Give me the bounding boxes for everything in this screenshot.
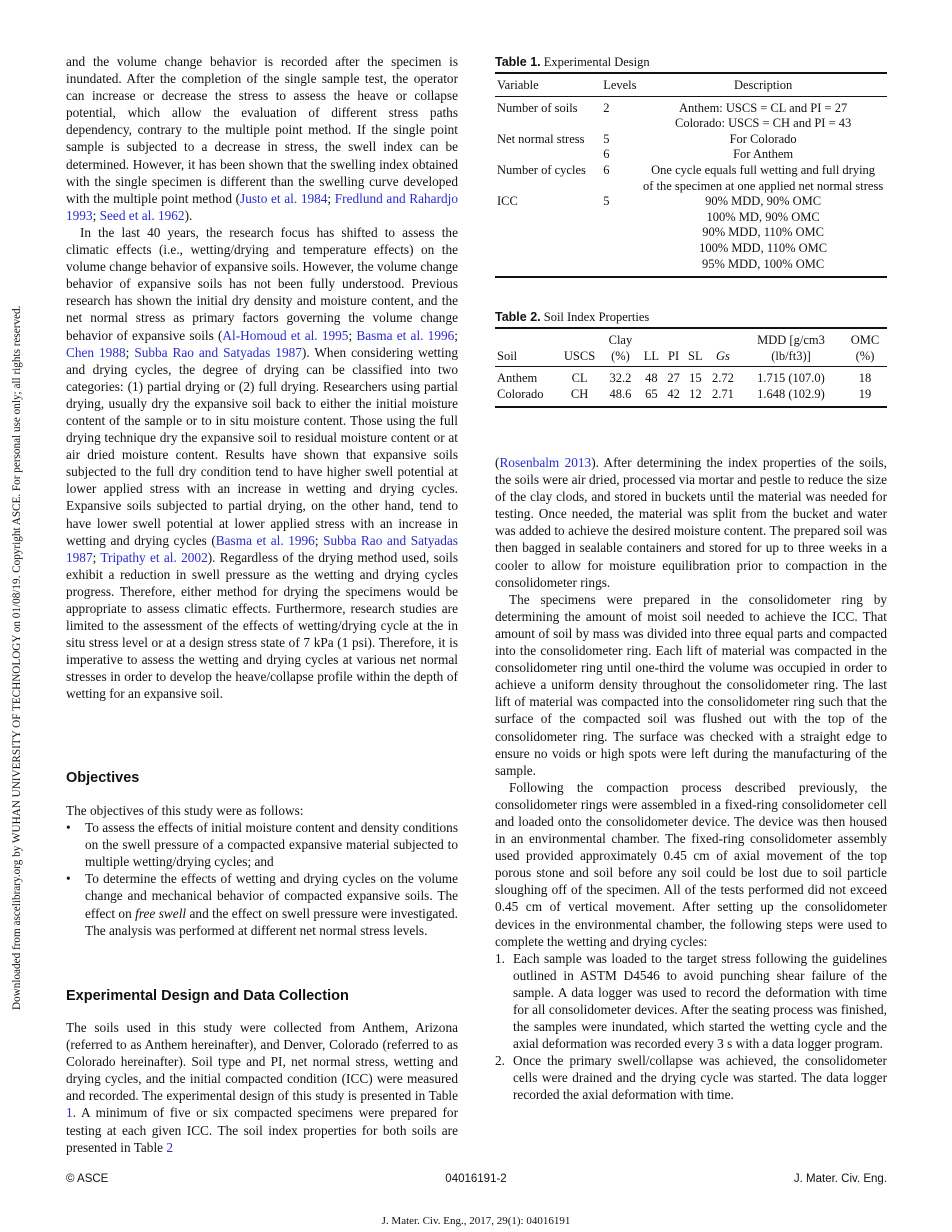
table2-title: Soil Index Properties: [543, 310, 650, 324]
table-soil-index-properties: [495, 327, 887, 408]
table-cell: 1.648 (102.9): [757, 386, 825, 401]
table-cell: [589, 210, 639, 226]
table-cell: [589, 179, 639, 195]
column-header: Gs: [707, 328, 739, 367]
table-cell: Number of soils: [497, 100, 578, 115]
table-cell: 48.6: [609, 386, 632, 401]
text-segment: ;: [327, 190, 335, 206]
list-item: [495, 950, 887, 1053]
table-cell: 32.2: [609, 371, 632, 386]
table-cell: 12: [689, 386, 702, 401]
table-cell: Colorado: USCS = CH and PI = 43: [674, 116, 852, 131]
table-cell: [495, 179, 589, 195]
footer-copyright: © ASCE: [66, 1173, 109, 1185]
table-row: [495, 225, 887, 241]
table-row: [495, 387, 887, 408]
table-row: [495, 257, 887, 278]
text-segment: ;: [125, 344, 135, 360]
table-cell: [589, 241, 639, 257]
column-header: Variable: [495, 73, 589, 96]
text-segment: ;: [454, 327, 458, 343]
table-cell: One cycle equals full wetting and full drying: [651, 162, 876, 177]
table-cell: CL: [571, 371, 588, 386]
section-heading-design: Experimental Design and Data Collection: [66, 988, 349, 1004]
step-text: Each sample was loaded to the target stress following the guidelines outlined in ASTM D4546 to avoid punching shear failure of the sample. A data logger was used to record the deformation with time for all consolidometer devices. After the seating process was finished, the samples were inundated, which started the wetting cycle and the axial deformation was recorded every 3 s with a data logger program.: [513, 950, 887, 1052]
column-header: SL: [684, 328, 707, 367]
step-text: Once the primary swell/collapse was achieved, the consolidometer cells were drained and the drying cycle was started. The data logger recorded the axial deformation with time.: [513, 1053, 887, 1103]
citation-link[interactable]: Chen 1988: [66, 344, 126, 360]
table-cell: 2.71: [711, 386, 734, 401]
download-notice: Downloaded from ascelibrary.org by WUHAN UNIVERSITY OF TECHNOLOGY on 01/08/19. Copyright ASCE. For personal use only; all rights reserved.: [11, 305, 23, 1010]
table2-caption: [495, 310, 649, 325]
table-cell: Number of cycles: [497, 162, 586, 177]
table-cell: [495, 116, 589, 132]
table-cell: [589, 225, 639, 241]
footer-journal: J. Mater. Civ. Eng.: [793, 1173, 887, 1185]
table-row: [495, 194, 887, 210]
text-segment: The soils used in this study were collected from Anthem, Arizona (referred to as Anthem hereinafter), and Denver, Colorado (referred to as Colorado hereinafter). Soil type and PI, net normal stress, wetting and drying cycles, and the initial compacted condition (ICC) were measured and recorded. The experimental design of this study is presented in Table: [66, 1020, 458, 1104]
table-cell: 6: [603, 162, 610, 177]
table-cell: [495, 147, 589, 163]
text-segment: ;: [92, 549, 101, 565]
table-row: [495, 367, 887, 387]
table-cell: Anthem: [497, 371, 538, 386]
column-header: Description: [639, 73, 887, 96]
table-row: [495, 163, 887, 179]
table-cell: 27: [667, 371, 680, 386]
text-segment: ). Regardless of the drying method used, soils exhibit a reduction in swell pressure as the wetting and drying cycles progress. Therefore, either method for drying the specimens would be appropriate to assess climatic effects. Furthermore, research studies are limited to the assessment of the effects of wetting/drying cycle at the in situ stress level or at a design stress state of 7 kPa (1 psi). Therefore, it is imperative to assess the wetting and drying cycles at various net normal stresses in order to develop the heave/collapse profile within the depth of wetting for an expansive soil.: [66, 549, 458, 702]
table-cell: 100% MDD, 110% OMC: [699, 240, 828, 255]
paragraph: Following the compaction process described previously, the consolidometer rings were assembled in a fixed-ring consolidometer cell and loaded onto the consolidometer device. The device was then housed in an environmental chamber. The fixed-ring consolidometer assembly used provided approximately 0.45 cm of axial movement of the top porous stone and soil before any soil could be lost due to soil particle sloughing off of the specimen. All of the tests performed did not exceed 0.45 cm of vertical movement. After setting up the consolidometer devices in the environmental chamber, the following steps were used to complete the wetting and drying cycles:: [495, 779, 887, 949]
list-item: [495, 1052, 887, 1103]
text-segment: ;: [314, 532, 324, 548]
column-header: Soil: [495, 328, 558, 367]
table-cell: 2: [603, 100, 610, 115]
table-cell: 1.715 (107.0): [757, 371, 825, 386]
table-cell: 5: [603, 194, 610, 209]
table-experimental-design: [495, 72, 887, 278]
table1-label: Table 1.: [495, 55, 541, 69]
footer-page-id: 04016191-2: [445, 1173, 507, 1185]
paragraph: [66, 53, 458, 224]
text-segment: (: [495, 455, 500, 470]
table1-title: Experimental Design: [543, 55, 650, 69]
citation-link[interactable]: Justo et al. 1984: [240, 190, 328, 206]
table-cell: [589, 116, 639, 132]
table-cell: 42: [667, 386, 680, 401]
text-segment: and the volume change behavior is recorded after the specimen is inundated. After the completion of the single sample test, the operator can increase or decrease the stress to assess the heave or collapse potential, which allow the evaluation of different stress paths dependency, contrary to the multiple point method. If the single point sample is subjected to a decrease in stress, the swell index can be determined. However, it has been shown that the swelling index obtained with the single specimen is different than the swelling curve developed with the multiple point method (: [66, 54, 458, 206]
text-segment: To assess the effects of initial moisture content and density conditions on the swell pressure of a compacted expansive material subjected to multiple wetting/drying cycles; and: [85, 820, 458, 870]
text-segment: ;: [348, 327, 357, 343]
text-segment: . A minimum of five or six compacted specimens were prepared for testing at each given ICC. The soil index properties for both soils are presented in Table: [66, 1105, 458, 1155]
table-cell: Anthem: USCS = CL and PI = 27: [679, 100, 848, 115]
table-cell: Net normal stress: [497, 131, 585, 146]
citation-link[interactable]: Subba Rao and Satyadas 1987: [134, 344, 302, 360]
table-cell: [495, 257, 589, 278]
list-item: [66, 819, 458, 870]
design-section: [66, 1019, 458, 1156]
table-cell: 6: [603, 147, 610, 162]
table-cell: 65: [645, 386, 658, 401]
table-cell: CH: [570, 386, 589, 401]
citation-link[interactable]: Fredlund and Rahardjo 1993: [66, 190, 458, 223]
table-row: [495, 147, 887, 163]
procedure-steps: [495, 950, 887, 1104]
citation-link[interactable]: Al-Homoud et al. 1995: [222, 327, 349, 343]
citation-link[interactable]: Tripathy et al. 2002: [100, 549, 208, 565]
citation-link[interactable]: Rosenbalm 2013: [499, 455, 592, 470]
table-cell: 15: [689, 371, 702, 386]
column-header: USCS: [558, 328, 602, 367]
text-segment: ).: [184, 207, 193, 223]
table-cell: 95% MDD, 100% OMC: [702, 256, 825, 271]
step-number: 1.: [495, 950, 505, 966]
paragraph: The specimens were prepared in the consolidometer ring by determining the amount of moist soil needed to achieve the ICC. That amount of soil by mass was divided into three equal parts and compacted into the consolidometer ring. Each lift of material was compacted in the consolidometer ring until one-third the volume was occupied in order to achieve a uniform density throughout the consolidometer ring. The last lift of material was compacted into the consolidometer ring such that the surface of the compacted soil was flushed out with the top of the consolidometer ring. The surface was checked with a straight edge to ensure no voids or high spots were left during the manufacturing of the sample.: [495, 591, 887, 778]
table2-label: Table 2.: [495, 310, 541, 324]
table-cell: 90% MDD, 110% OMC: [702, 225, 824, 240]
table-cell: 5: [603, 131, 610, 146]
table-cell: [495, 241, 589, 257]
table-cell: [495, 225, 589, 241]
left-column: [66, 53, 458, 703]
column-header: Clay (%): [601, 328, 639, 367]
citation-link[interactable]: 1: [66, 1105, 73, 1121]
text-segment: ). After determining the index properties of the soils, the soils were air dried, processed via mortar and pestle to reduce the size of the clay clods, and stored in buckets until the material was needed for testing. Once needed, the material was split from the bucket and water was added to achieve the desired moisture content. The prepared soil was then bagged in sealable containers and stored for up to three weeks in a cooler to allow for moisture equilibration prior to compaction in the consolidometer rings.: [495, 455, 888, 590]
objectives-intro: The objectives of this study were as follows:: [66, 803, 304, 818]
table-cell: 100% MD, 90% OMC: [706, 209, 820, 224]
table-row: [495, 116, 887, 132]
table-cell: 48: [645, 371, 658, 386]
table-row: [495, 241, 887, 257]
column-header: Levels: [589, 73, 639, 96]
table-cell: 90% MDD, 90% OMC: [705, 194, 822, 209]
objectives-section: [66, 802, 458, 939]
table-cell: of the specimen at one applied net normal stress: [643, 178, 884, 193]
column-header: OMC (%): [843, 328, 887, 367]
table-cell: For Anthem: [733, 147, 794, 162]
text-segment: and the effect on swell pressure were investigated. The analysis was performed at different net normal stress levels.: [85, 905, 458, 938]
table-cell: 19: [858, 386, 872, 401]
citation-link[interactable]: Seed et al. 1962: [99, 207, 185, 223]
right-column: [495, 454, 887, 1104]
table-row: [495, 132, 887, 148]
table-cell: ICC: [497, 194, 518, 209]
table-cell: [589, 257, 639, 278]
paragraph: [495, 454, 887, 591]
citation-link[interactable]: Basma et al. 1996: [356, 327, 455, 343]
table-cell: 2.72: [711, 371, 734, 386]
text-segment: To determine the effects of wetting and drying cycles on the volume change and mechanical behavior of compacted expansive soils. The effect on: [85, 871, 458, 921]
objectives-list: [66, 819, 458, 939]
text-segment: ). When considering wetting and drying cycles, the degree of drying can be classified into two categories: (1) partial drying or (2) full drying. Researchers using partial drying, usually dry the expansive soil back to either the initial moisture content of the sample or to in situ moisture content. Those using the full drying technique dry the expansive soil to residual moisture content or at air dried moisture content. Results have shown that expansive soils subjected to the full dry condition tend to have higher swell potential at lower applied stress with an increase in wetting and drying cycles. Expansive soils subjected to partial drying, on the other hand, tend to have lower swell potential at lower applied stress with an increase in wetting and drying cycles (: [66, 344, 458, 548]
text-segment: free swell: [135, 905, 187, 921]
column-header: PI: [663, 328, 683, 367]
section-heading-objectives: Objectives: [66, 770, 140, 786]
table-row: [495, 210, 887, 226]
citation-link[interactable]: Subba Rao and Satyadas 1987: [66, 532, 458, 565]
text-segment: In the last 40 years, the research focus has shifted to assess the climatic effects (i.e., wetting/drying and temperature effects) on the volume change behavior of expansive soils. However, the volume change behavior of expansive soils has not been fully understood. Previous research has shown the initial dry density and moisture content, and the net normal stress as primary factors governing the volume change behavior of expansive soils (: [66, 224, 458, 343]
column-header: MDD [g/cm3 (lb/ft3)]: [739, 328, 843, 367]
paragraph: [66, 1019, 458, 1156]
table-cell: For Colorado: [729, 131, 797, 146]
step-number: 2.: [495, 1053, 505, 1069]
column-header: LL: [639, 328, 663, 367]
text-segment: ;: [92, 207, 100, 223]
list-item: [66, 870, 458, 938]
table1-caption: [495, 55, 650, 70]
citation-link[interactable]: 2: [166, 1139, 174, 1155]
table-cell: [495, 210, 589, 226]
table-row: [495, 179, 887, 195]
citation-line: J. Mater. Civ. Eng., 2017, 29(1): 04016191: [381, 1215, 571, 1227]
citation-link[interactable]: Basma et al. 1996: [215, 532, 315, 548]
paragraph: [66, 224, 458, 703]
table-cell: Colorado: [497, 386, 544, 401]
table-row: [495, 96, 887, 116]
table-cell: 18: [858, 371, 872, 386]
